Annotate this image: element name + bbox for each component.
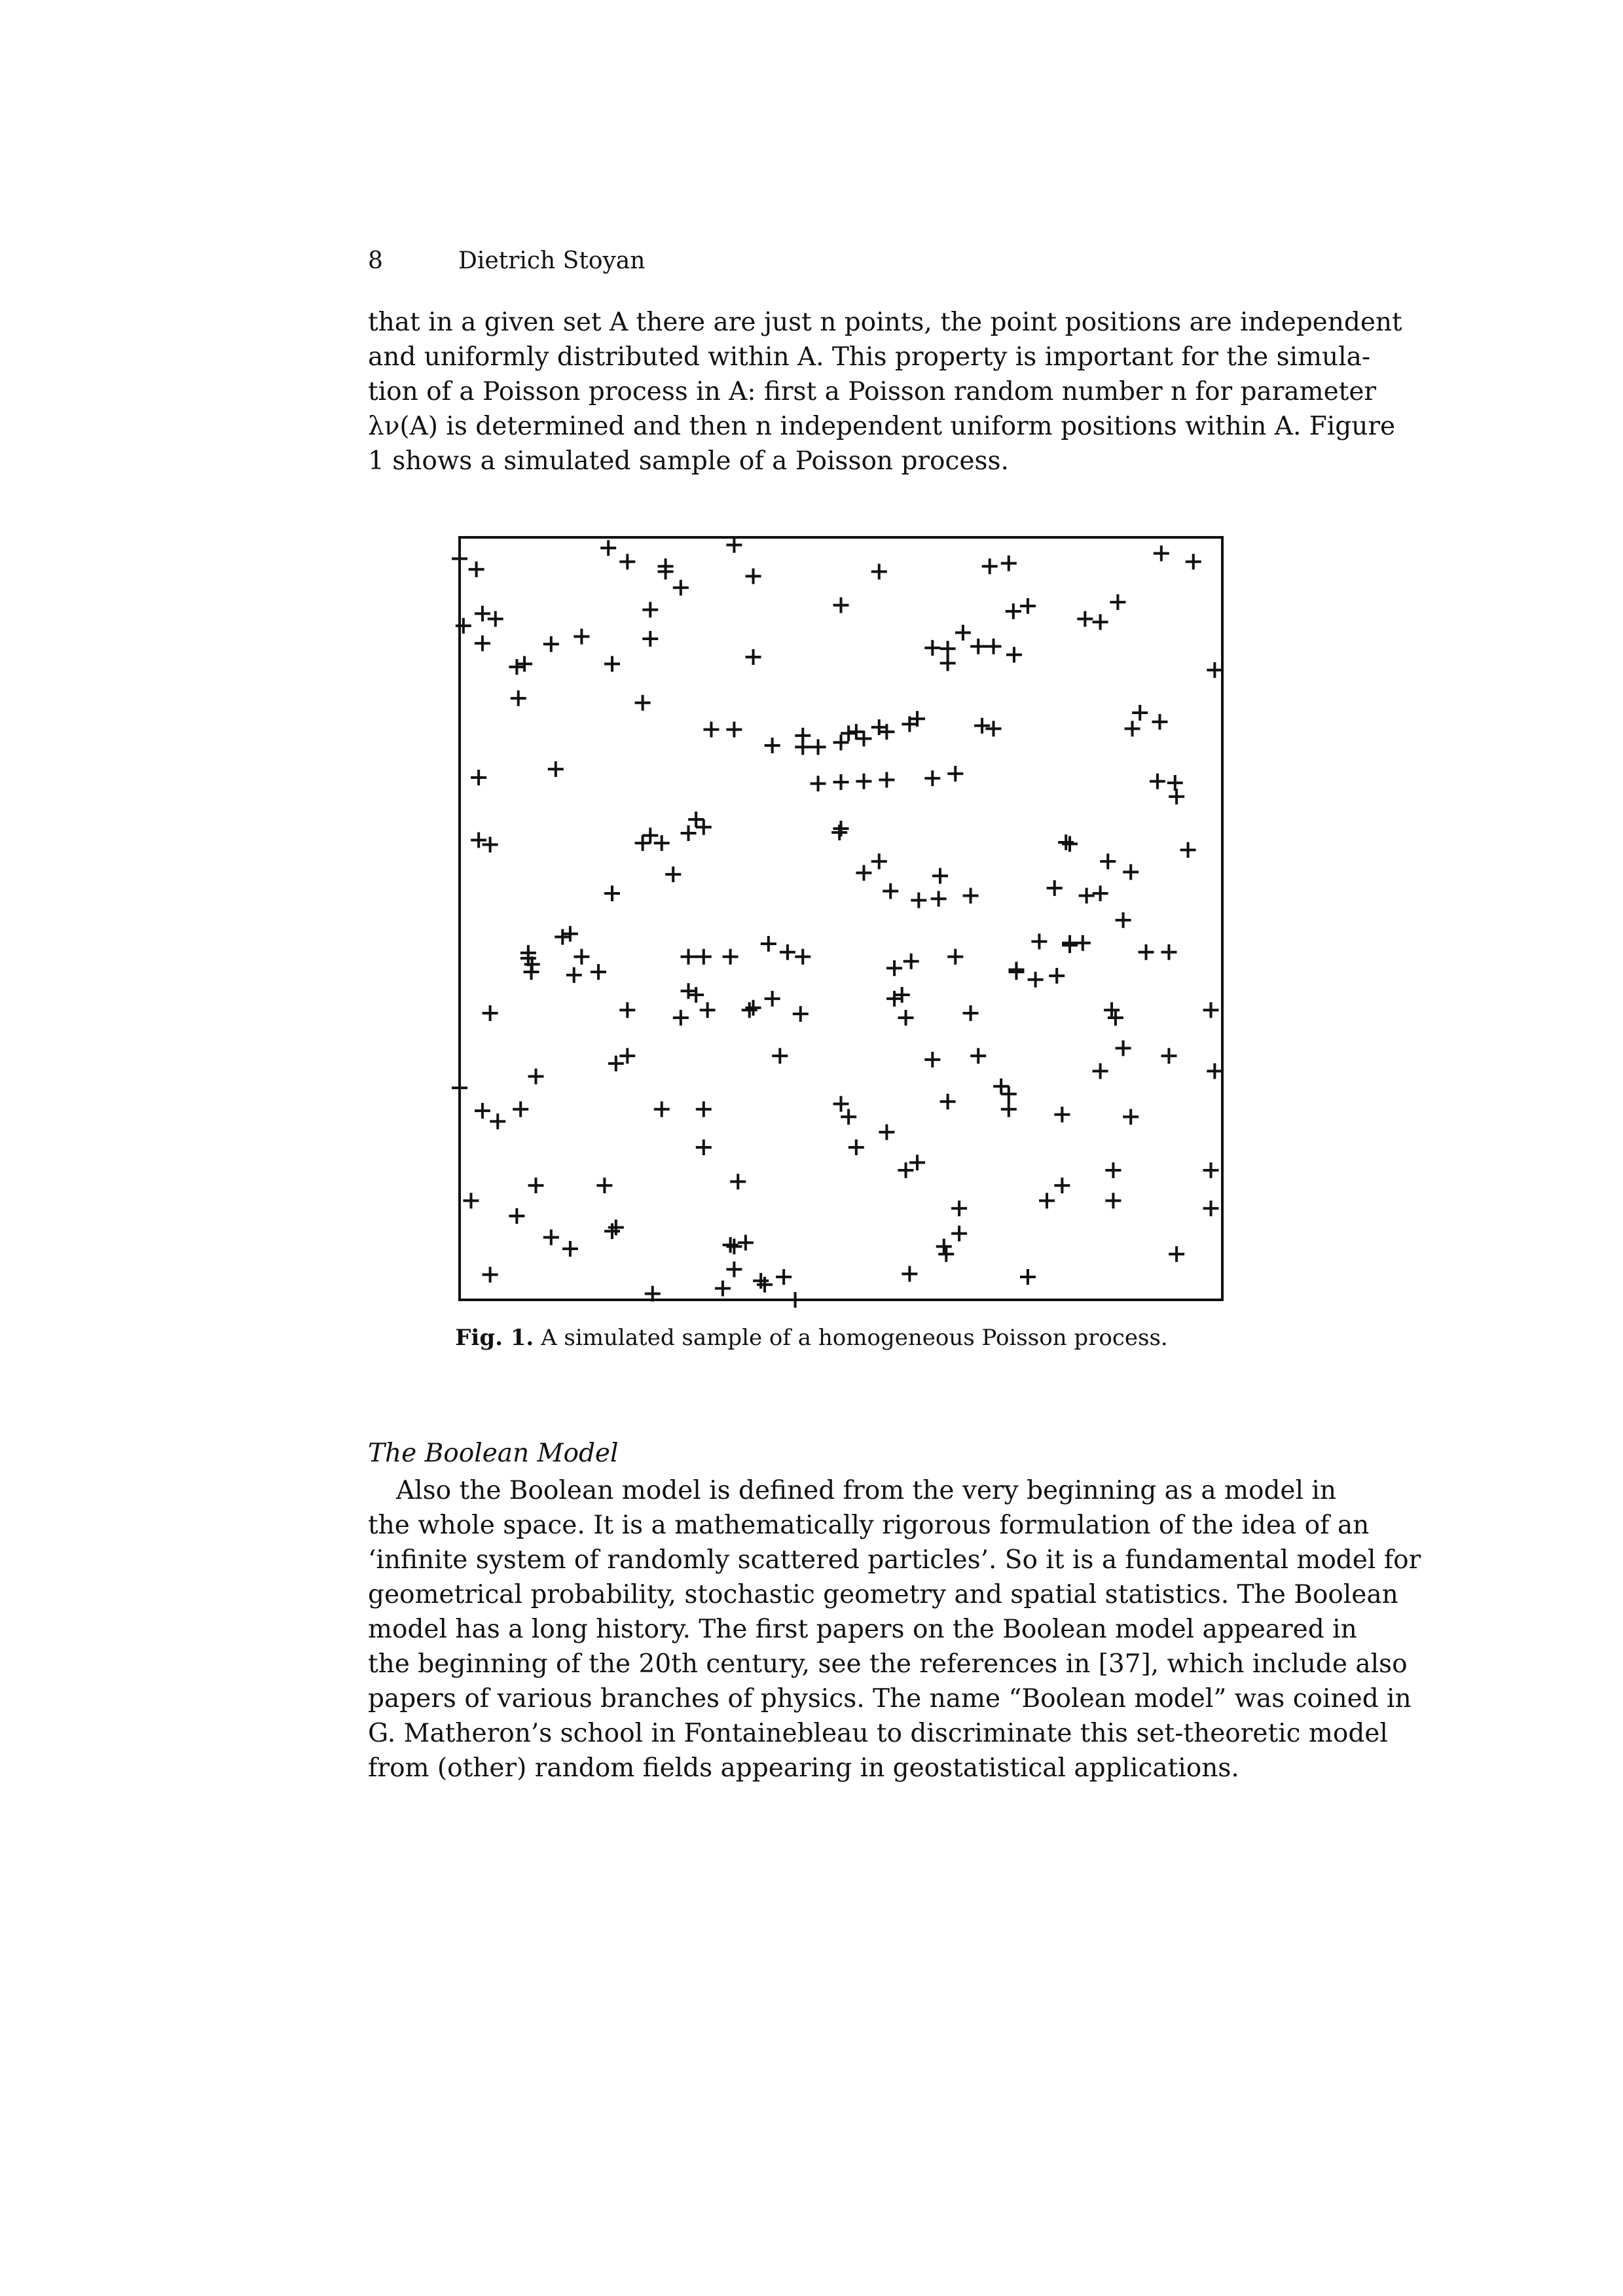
point-mark — [1116, 1041, 1131, 1056]
page-number: 8 — [368, 247, 383, 274]
point-mark — [574, 949, 589, 965]
body-paragraph-2 — [368, 1473, 1421, 1785]
point-mark — [1075, 935, 1091, 951]
point-mark — [833, 598, 849, 613]
point-mark — [562, 1241, 578, 1257]
point-mark — [654, 1102, 670, 1117]
point-mark — [886, 960, 902, 976]
point-mark — [509, 1208, 524, 1224]
point-mark — [856, 774, 871, 789]
text-line: the whole space. It is a mathematically rigorous formulation of the idea of an — [368, 1511, 1370, 1540]
point-mark — [788, 1292, 803, 1308]
point-mark — [1207, 662, 1222, 678]
point-mark — [993, 1079, 1009, 1094]
point-mark — [574, 628, 589, 644]
point-mark — [726, 1238, 742, 1254]
point-mark — [1006, 603, 1021, 619]
point-mark — [1077, 611, 1093, 627]
point-mark — [517, 656, 532, 672]
point-mark — [509, 659, 524, 675]
point-mark — [619, 1002, 635, 1018]
point-mark — [1105, 1193, 1121, 1209]
point-mark — [974, 718, 990, 734]
point-mark — [871, 853, 887, 869]
point-mark — [903, 954, 919, 969]
point-mark — [1020, 1269, 1036, 1285]
text-line: λν(A) is determined and then n independent uniform positions within A. Figure — [368, 412, 1396, 441]
point-mark — [1100, 853, 1116, 869]
point-mark — [456, 618, 471, 634]
point-mark — [619, 554, 635, 569]
point-mark — [898, 1010, 914, 1026]
point-mark — [1207, 1064, 1222, 1079]
point-mark — [681, 825, 697, 841]
point-mark — [1167, 775, 1183, 791]
point-mark — [947, 766, 963, 781]
point-mark — [936, 1238, 952, 1254]
point-mark — [681, 983, 697, 999]
point-mark — [723, 949, 739, 965]
point-mark — [963, 888, 979, 904]
text-line: geometrical probability, stochastic geometry and spatial statistics. The Boolean — [368, 1580, 1398, 1609]
point-mark — [795, 739, 811, 755]
point-mark — [793, 1006, 809, 1022]
point-mark — [635, 695, 651, 711]
point-mark — [524, 964, 539, 980]
point-mark — [911, 893, 926, 908]
point-mark — [452, 1080, 467, 1096]
point-mark — [726, 537, 742, 553]
point-mark — [940, 1094, 956, 1109]
point-mark — [1150, 774, 1165, 789]
point-mark — [831, 825, 847, 840]
point-mark — [1108, 1010, 1123, 1026]
point-mark — [902, 1266, 917, 1282]
point-mark — [715, 1281, 731, 1297]
point-mark — [490, 1113, 505, 1129]
section-heading: The Boolean Model — [368, 1439, 619, 1468]
point-mark — [642, 631, 658, 647]
point-mark — [924, 1052, 940, 1067]
point-mark — [688, 812, 704, 827]
figure-1 — [449, 527, 1233, 1310]
point-mark — [604, 886, 620, 901]
point-mark — [1047, 880, 1063, 896]
figure-caption — [0, 1325, 1623, 1351]
point-mark — [726, 722, 742, 738]
point-mark — [841, 725, 856, 741]
point-mark — [811, 776, 826, 791]
point-mark — [513, 1102, 528, 1117]
point-mark — [665, 867, 681, 882]
point-mark — [543, 1229, 559, 1245]
point-mark — [596, 1177, 612, 1193]
point-mark — [1001, 1102, 1017, 1117]
point-mark — [1054, 1177, 1070, 1193]
point-mark — [696, 819, 712, 835]
point-mark — [1132, 705, 1148, 721]
point-mark — [1006, 647, 1022, 662]
point-mark — [591, 964, 606, 980]
point-mark — [483, 1267, 498, 1283]
point-mark — [765, 738, 780, 753]
point-mark — [833, 774, 849, 790]
point-mark — [1105, 1162, 1121, 1178]
point-mark — [555, 929, 570, 944]
point-mark — [955, 625, 971, 641]
text-line: G. Matheron’s school in Fontainebleau to discriminate this set-theoretic model — [368, 1719, 1388, 1748]
point-mark — [811, 739, 826, 755]
text-line: Also the Boolean model is defined from the very beginning as a model in — [396, 1476, 1336, 1505]
point-mark — [1203, 1162, 1219, 1178]
point-mark — [1169, 789, 1184, 804]
point-mark — [700, 1002, 716, 1018]
point-mark — [566, 967, 582, 983]
text-line: ‘infinite system of randomly scattered particles’. So it is a fundamental model for — [368, 1545, 1421, 1575]
point-mark — [947, 949, 963, 965]
point-mark — [1186, 554, 1201, 569]
point-mark — [548, 761, 564, 777]
point-mark — [673, 1010, 689, 1026]
point-mark — [471, 770, 486, 785]
point-mark — [746, 568, 761, 584]
point-mark — [1125, 721, 1140, 736]
point-mark — [1062, 836, 1078, 852]
point-mark — [1203, 1200, 1219, 1216]
point-mark — [938, 1246, 954, 1262]
point-mark — [703, 722, 719, 738]
point-mark — [1054, 1107, 1070, 1122]
point-mark — [1180, 842, 1196, 858]
point-mark — [982, 558, 998, 574]
point-mark — [970, 1048, 986, 1064]
point-mark — [951, 1226, 967, 1242]
point-mark — [909, 1155, 925, 1170]
point-mark — [746, 1000, 761, 1016]
point-mark — [742, 1002, 757, 1018]
point-mark — [1161, 944, 1176, 960]
point-mark — [1110, 594, 1125, 610]
point-mark — [753, 1273, 769, 1289]
point-mark — [879, 772, 894, 787]
text-line: the beginning of the 20th century, see the references in [37], which include also — [368, 1649, 1408, 1679]
point-mark — [765, 991, 780, 1007]
point-mark — [940, 641, 956, 656]
point-mark — [963, 1005, 979, 1021]
point-mark — [848, 1139, 864, 1155]
point-mark — [469, 562, 484, 577]
point-mark — [1001, 1086, 1017, 1102]
point-mark — [696, 1139, 712, 1155]
point-mark — [757, 1277, 773, 1293]
text-line: 1 shows a simulated sample of a Poisson process. — [368, 446, 1009, 476]
point-mark — [1104, 1002, 1120, 1018]
point-mark — [856, 865, 871, 881]
point-mark — [898, 1162, 914, 1178]
point-mark — [780, 944, 795, 960]
scatter-plot — [449, 527, 1233, 1310]
point-mark — [986, 721, 1002, 736]
point-mark — [1093, 1064, 1108, 1079]
point-mark — [696, 1102, 712, 1117]
point-mark — [951, 1200, 967, 1216]
point-marks — [452, 537, 1222, 1308]
point-mark — [681, 949, 697, 965]
point-mark — [723, 1237, 739, 1253]
caption-label: Fig. 1. — [455, 1325, 534, 1351]
point-mark — [1039, 1193, 1055, 1209]
point-mark — [986, 639, 1002, 655]
point-mark — [776, 1269, 792, 1285]
point-mark — [833, 734, 849, 750]
point-mark — [1161, 1048, 1176, 1064]
point-mark — [654, 835, 670, 851]
point-mark — [1028, 972, 1044, 988]
point-mark — [1123, 864, 1139, 880]
point-mark — [1116, 912, 1131, 928]
point-mark — [642, 602, 658, 618]
point-mark — [730, 1174, 746, 1189]
point-mark — [931, 891, 947, 906]
point-mark — [452, 551, 467, 567]
text-line: model has a long history. The first papers on the Boolean model appeared in — [368, 1615, 1357, 1644]
body-paragraph-1 — [368, 305, 1402, 478]
point-mark — [642, 828, 658, 844]
point-mark — [856, 731, 871, 747]
point-mark — [1169, 1246, 1184, 1262]
plot-frame — [460, 537, 1222, 1300]
point-mark — [1152, 714, 1167, 730]
point-mark — [726, 1261, 742, 1277]
point-mark — [635, 835, 651, 851]
point-mark — [562, 926, 578, 942]
point-mark — [696, 949, 712, 965]
text-line: that in a given set A there are just n points, the point positions are independent — [368, 308, 1402, 337]
point-mark — [688, 987, 704, 1003]
point-mark — [1203, 1002, 1219, 1018]
point-mark — [871, 564, 887, 579]
text-line: papers of various branches of physics. The name “Boolean model” was coined in — [368, 1684, 1412, 1713]
point-mark — [1093, 614, 1108, 630]
point-mark — [1058, 834, 1074, 850]
text-line: from (other) random fields appearing in geostatistical applications. — [368, 1753, 1239, 1783]
point-mark — [1079, 888, 1095, 904]
point-mark — [894, 987, 910, 1003]
point-mark — [1154, 545, 1169, 561]
running-header — [368, 247, 645, 274]
point-mark — [1093, 886, 1108, 901]
point-mark — [1001, 556, 1017, 571]
text-line: tion of a Poisson process in A: first a Poisson random number n for parameter — [368, 377, 1377, 406]
point-mark — [1008, 962, 1024, 978]
point-mark — [619, 1048, 635, 1064]
point-mark — [1139, 944, 1154, 960]
point-mark — [543, 636, 559, 652]
point-mark — [608, 1056, 624, 1071]
point-mark — [511, 691, 526, 706]
point-mark — [475, 1103, 490, 1119]
point-mark — [879, 1124, 894, 1140]
running-author: Dietrich Stoyan — [458, 247, 646, 274]
point-mark — [483, 1005, 498, 1021]
point-mark — [604, 656, 620, 672]
point-mark — [463, 1193, 479, 1209]
point-mark — [886, 991, 902, 1007]
point-mark — [970, 639, 986, 655]
point-mark — [833, 821, 849, 836]
point-mark — [761, 936, 776, 952]
point-mark — [1031, 933, 1047, 949]
point-mark — [848, 724, 864, 740]
point-mark — [738, 1235, 754, 1251]
text-line: and uniformly distributed within A. This property is important for the simula- — [368, 342, 1371, 372]
point-mark — [1049, 968, 1065, 984]
point-mark — [940, 655, 956, 671]
point-mark — [924, 640, 940, 656]
caption-text: A simulated sample of a homogeneous Poisson process. — [534, 1325, 1168, 1351]
point-mark — [841, 1109, 856, 1124]
point-mark — [746, 649, 761, 665]
point-mark — [932, 868, 948, 884]
point-mark — [795, 949, 811, 965]
point-mark — [924, 770, 940, 786]
point-mark — [833, 1096, 849, 1112]
point-mark — [604, 1223, 620, 1239]
point-mark — [1020, 598, 1036, 614]
point-mark — [1123, 1109, 1139, 1124]
point-mark — [608, 1219, 624, 1235]
point-mark — [772, 1048, 788, 1064]
point-mark — [528, 1069, 544, 1085]
point-mark — [673, 580, 689, 596]
point-mark — [883, 884, 898, 899]
point-mark — [600, 540, 616, 556]
point-mark — [528, 1177, 544, 1193]
point-mark — [475, 636, 490, 651]
